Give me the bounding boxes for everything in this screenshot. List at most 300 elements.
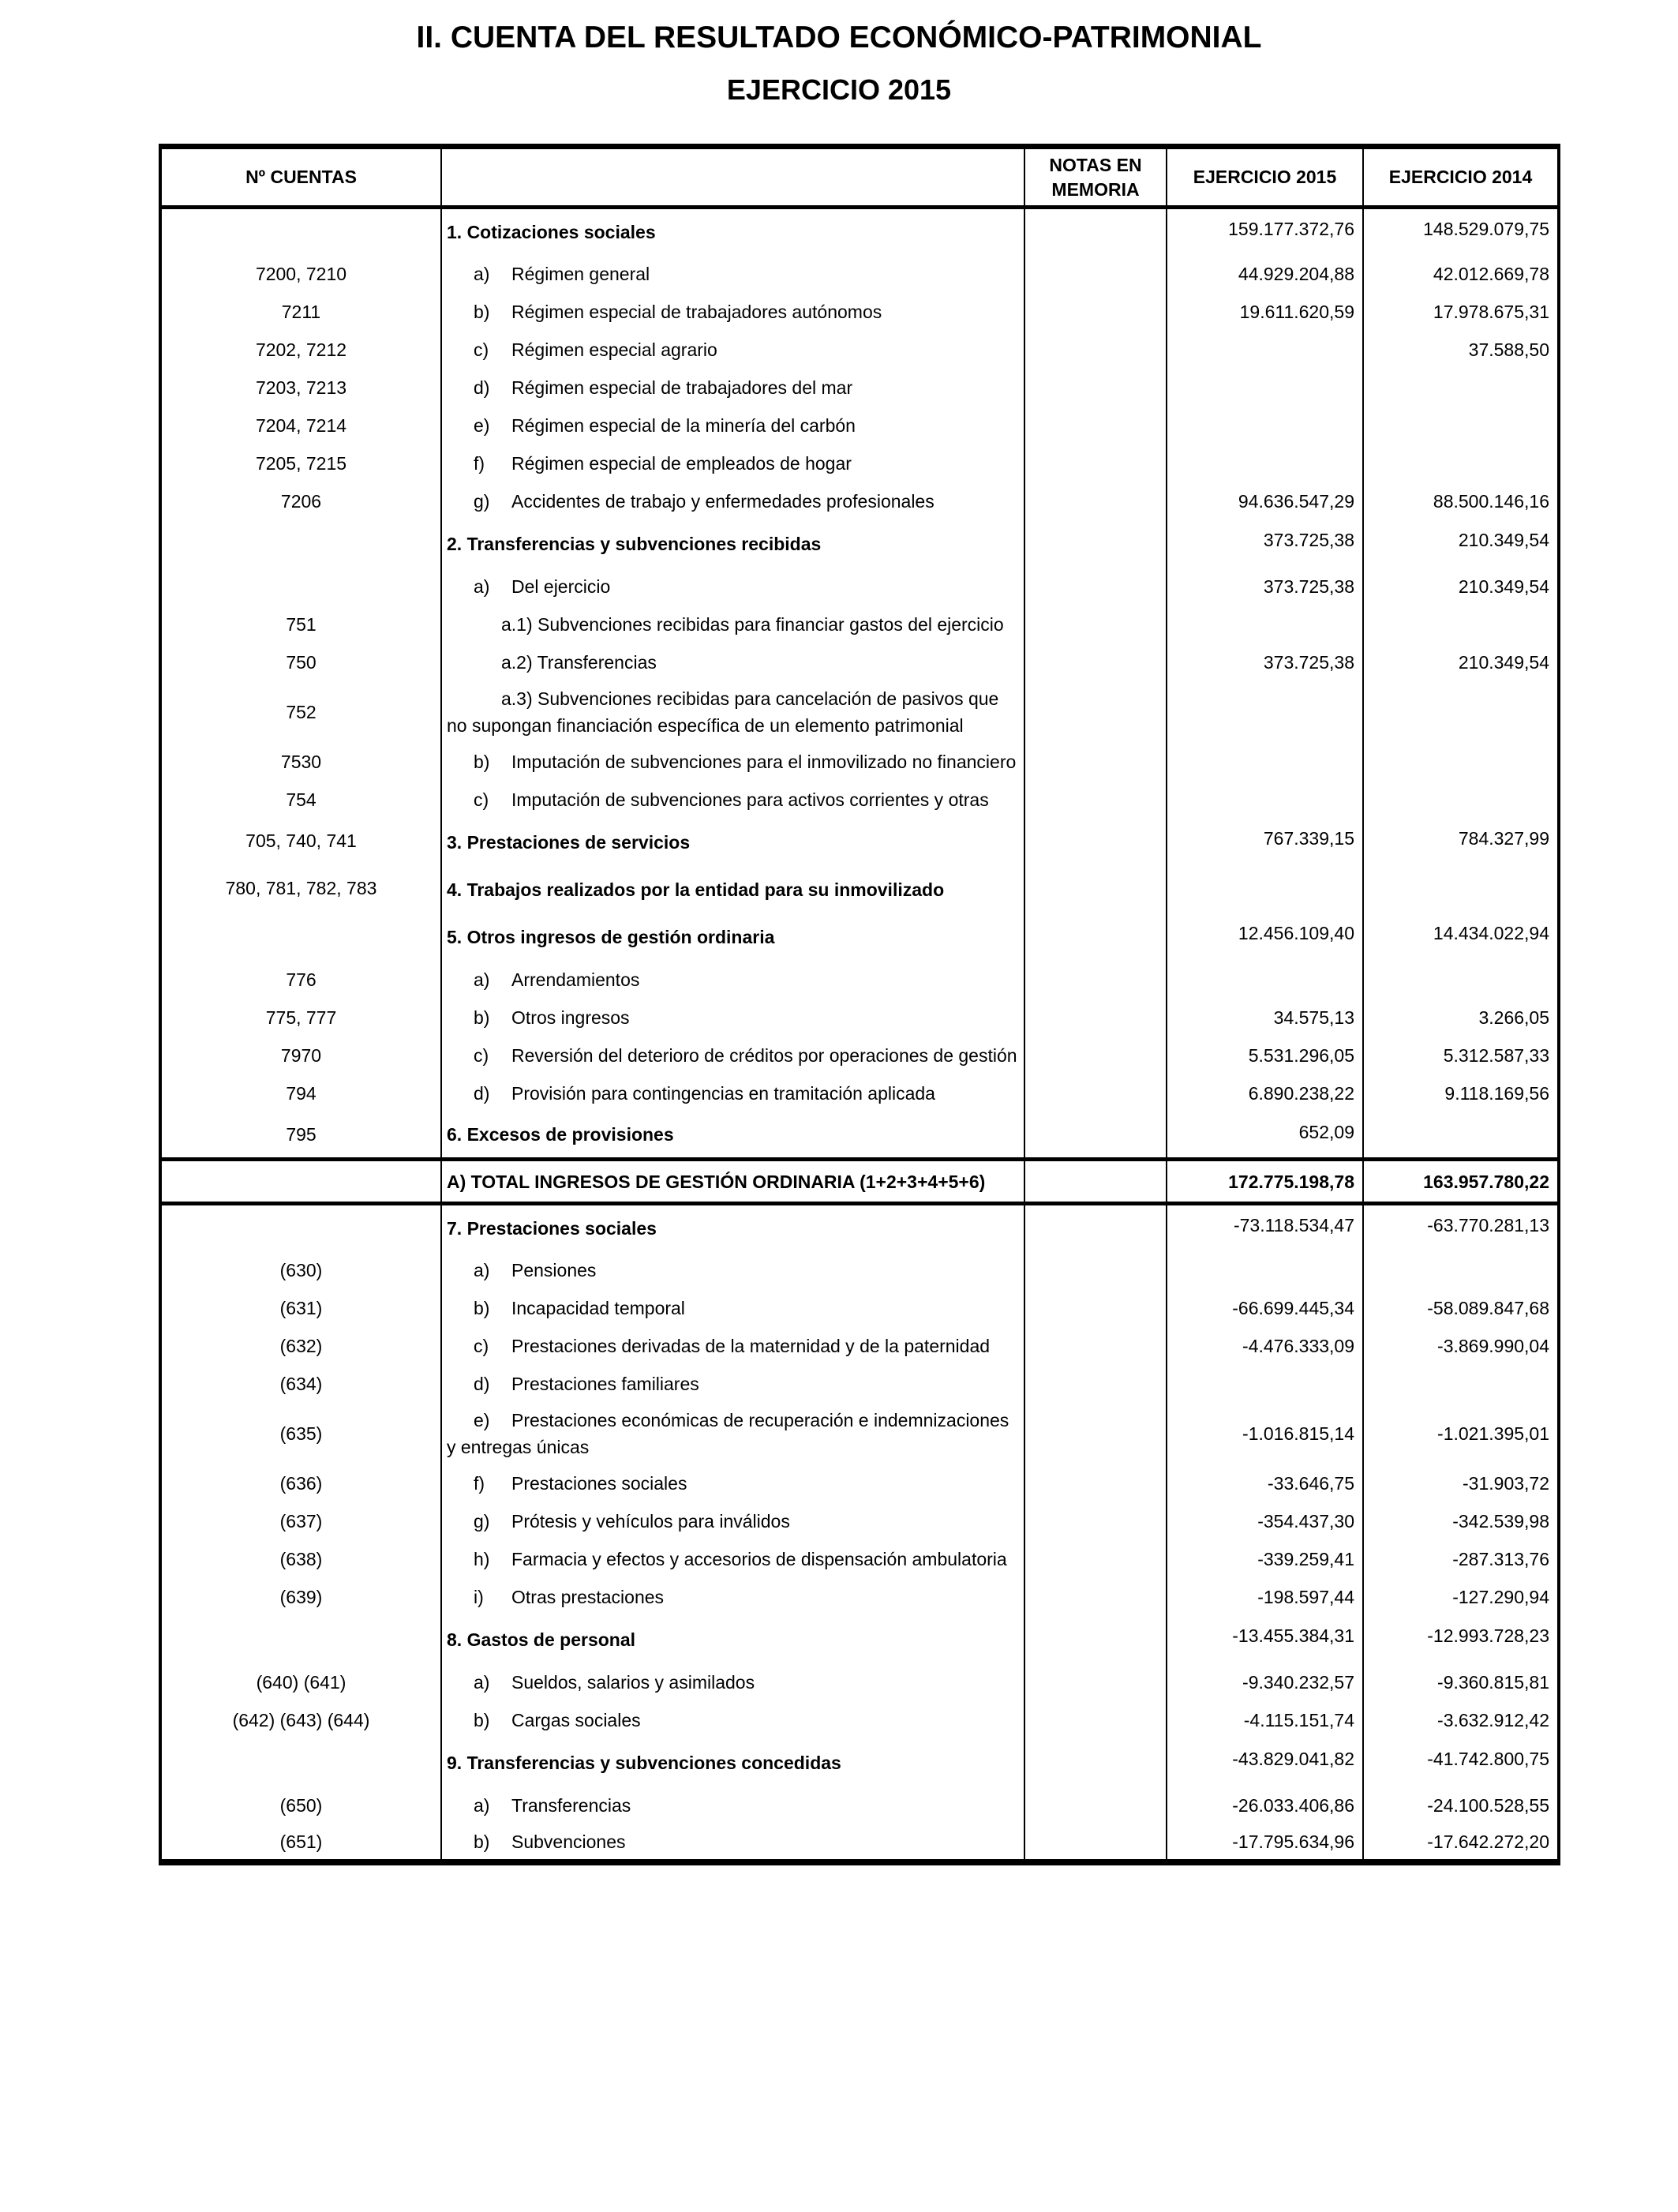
item-label: Transferencias [511,1794,631,1816]
value-2015-cell: -26.033.406,86 [1167,1786,1363,1824]
account-numbers-cell: (651) [279,1831,323,1852]
value-2015-cell [1167,1251,1363,1289]
value-2015-cell: 172.775.198,78 [1167,1160,1363,1204]
notes-cell [1024,520,1167,568]
table-row [160,1289,1559,1327]
description-cell [441,1160,1024,1204]
table-row [160,1403,1559,1464]
notes-cell [1024,1786,1167,1824]
account-numbers-cell: 752 [286,701,316,722]
document-page [0,21,1678,1865]
value-2014-cell: -31.903,72 [1363,1464,1559,1502]
value-2014-cell: 210.349,54 [1363,520,1559,568]
value-2014-cell [1363,681,1559,743]
notes-cell [1024,961,1167,999]
table-row [160,444,1559,482]
description-cell [441,293,1024,331]
item-letter: a) [474,263,490,284]
description-cell [441,444,1024,482]
notes-cell [1024,866,1167,913]
value-2014-cell [1363,407,1559,444]
notes-cell [1024,819,1167,866]
item-letter: a) [474,1259,490,1280]
description-cell [441,1289,1024,1327]
value-2015-cell: -4.476.333,09 [1167,1327,1363,1365]
account-numbers-cell: (637) [279,1510,323,1532]
item-label: Otros ingresos [511,1007,630,1028]
item-letter: c) [474,789,489,810]
section-label: 4. Trabajos realizados por la entidad para su inmovilizado [447,879,945,900]
table-row [160,255,1559,293]
item-label: Del ejercicio [511,575,611,597]
account-numbers-cell: 7211 [281,301,321,322]
description-cell [441,1251,1024,1289]
value-2015-cell [1167,605,1363,643]
table-row [160,1502,1559,1540]
description-cell [441,1464,1024,1502]
account-numbers-cell: 7203, 7213 [255,377,347,398]
value-2014-cell: 42.012.669,78 [1363,255,1559,293]
item-label: a.2) Transferencias [501,651,657,673]
value-2014-cell: -342.539,98 [1363,1502,1559,1540]
label-line2: y entregas únicas [447,1436,590,1457]
table-row [160,1327,1559,1365]
account-numbers-cell: (639) [279,1586,323,1607]
value-2015-cell: 6.890.238,22 [1167,1074,1363,1112]
description-cell [441,1403,1024,1464]
description-cell [441,1365,1024,1403]
account-numbers-cell: (640) (641) [256,1671,346,1693]
section-label: 9. Transferencias y subvenciones concedidas [447,1752,841,1773]
value-2015-cell: -9.340.232,57 [1167,1663,1363,1701]
account-numbers-cell [160,1616,441,1663]
table-row [160,643,1559,681]
account-numbers-cell: (632) [279,1335,323,1356]
value-2014-cell: 9.118.169,56 [1363,1074,1559,1112]
value-2014-cell: -287.313,76 [1363,1540,1559,1578]
notes-cell [1024,1824,1167,1862]
table-row [160,605,1559,643]
value-2015-cell: -73.118.534,47 [1167,1204,1363,1251]
value-2015-cell: -43.829.041,82 [1167,1739,1363,1786]
item-label: Arrendamientos [511,969,640,990]
description-cell [441,1739,1024,1786]
value-2015-cell: -339.259,41 [1167,1540,1363,1578]
notes-cell [1024,293,1167,331]
description-cell [441,208,1024,255]
col-header-accounts: Nº CUENTAS [160,147,441,208]
section-label: 1. Cotizaciones sociales [447,221,656,242]
table-row [160,961,1559,999]
description-cell [441,1540,1024,1578]
item-letter: b) [474,751,490,772]
item-letter: d) [474,1373,490,1394]
notes-cell [1024,1365,1167,1403]
page-title: II. CUENTA DEL RESULTADO ECONÓMICO-PATRIMONIAL [416,21,1262,54]
notes-cell [1024,605,1167,643]
table-body [160,208,1559,1862]
table-row [160,743,1559,781]
item-label: Prótesis y vehículos para inválidos [511,1510,790,1532]
table-row [160,999,1559,1037]
notes-cell [1024,743,1167,781]
item-letter: f) [474,452,485,474]
table-row [160,866,1559,913]
section-label: 2. Transferencias y subvenciones recibidas [447,533,822,554]
label-line2: no supongan financiación específica de un elemento patrimonial [447,714,964,736]
item-label: Prestaciones derivadas de la maternidad y de la paternidad [511,1335,991,1356]
table-row [160,781,1559,819]
value-2014-cell: -9.360.815,81 [1363,1663,1559,1701]
item-letter: d) [474,377,490,398]
section-label: 5. Otros ingresos de gestión ordinaria [447,926,775,947]
value-2015-cell [1167,1365,1363,1403]
item-label: Régimen especial agrario [511,339,717,360]
value-2015-cell: 767.339,15 [1167,819,1363,866]
value-2014-cell: 17.978.675,31 [1363,293,1559,331]
value-2014-cell: 5.312.587,33 [1363,1037,1559,1074]
item-letter: d) [474,1082,490,1104]
account-numbers-cell: 7202, 7212 [255,339,347,360]
account-numbers-cell: 751 [286,613,316,635]
item-label: a.3) Subvenciones recibidas para cancelación de pasivos que [501,688,999,709]
value-2015-cell [1167,407,1363,444]
item-label: Pensiones [511,1259,597,1280]
page-subtitle: EJERCICIO 2015 [726,73,952,106]
account-numbers-cell [160,520,441,568]
value-2014-cell [1363,444,1559,482]
notes-cell [1024,255,1167,293]
value-2015-cell: 19.611.620,59 [1167,293,1363,331]
table-row [160,1739,1559,1786]
notes-cell [1024,1403,1167,1464]
notes-cell [1024,407,1167,444]
value-2015-cell: 373.725,38 [1167,568,1363,605]
value-2014-cell: -3.869.990,04 [1363,1327,1559,1365]
value-2015-cell [1167,444,1363,482]
table-row [160,1160,1559,1204]
notes-cell [1024,999,1167,1037]
value-2015-cell [1167,961,1363,999]
table-row [160,482,1559,520]
item-letter: b) [474,1831,490,1852]
notes-cell [1024,913,1167,961]
account-numbers-cell [160,1204,441,1251]
col-header-2015: EJERCICIO 2015 [1167,147,1363,208]
value-2014-cell: 163.957.780,22 [1363,1160,1559,1204]
value-2014-cell: 210.349,54 [1363,643,1559,681]
item-letter: b) [474,1297,490,1318]
description-cell [441,1074,1024,1112]
description-cell [441,568,1024,605]
value-2015-cell: -198.597,44 [1167,1578,1363,1616]
item-letter: g) [474,1510,490,1532]
notes-cell [1024,1616,1167,1663]
value-2014-cell: 148.529.079,75 [1363,208,1559,255]
item-label: Otras prestaciones [511,1586,665,1607]
value-2014-cell: -24.100.528,55 [1363,1786,1559,1824]
value-2015-cell: 12.456.109,40 [1167,913,1363,961]
item-label: Sueldos, salarios y asimilados [511,1671,755,1693]
notes-cell [1024,1540,1167,1578]
header-row [160,147,1559,208]
account-numbers-cell: 750 [286,651,316,673]
item-letter: c) [474,1044,489,1066]
description-cell [441,482,1024,520]
description-cell [441,961,1024,999]
description-cell [441,1701,1024,1739]
item-label: Reversión del deterioro de créditos por operaciones de gestión [511,1044,1017,1066]
value-2014-cell: 88.500.146,16 [1363,482,1559,520]
description-cell [441,866,1024,913]
description-cell [441,743,1024,781]
item-label: Imputación de subvenciones para activos corrientes y otras [511,789,989,810]
table-row [160,1701,1559,1739]
description-cell [441,681,1024,743]
value-2014-cell: -58.089.847,68 [1363,1289,1559,1327]
value-2015-cell [1167,331,1363,369]
description-cell [441,1578,1024,1616]
item-letter: h) [474,1548,490,1569]
item-letter: c) [474,1335,489,1356]
value-2015-cell: -354.437,30 [1167,1502,1363,1540]
item-letter: e) [474,414,490,436]
item-label: Subvenciones [511,1831,626,1852]
value-2015-cell [1167,681,1363,743]
value-2015-cell: 94.636.547,29 [1167,482,1363,520]
item-letter: b) [474,1007,490,1028]
item-letter: a) [474,1671,490,1693]
account-numbers-cell: (635) [279,1423,323,1444]
item-label: Accidentes de trabajo y enfermedades profesionales [511,490,935,512]
item-label: Régimen especial de la minería del carbón [511,414,856,436]
notes-cell [1024,1204,1167,1251]
value-2014-cell: -127.290,94 [1363,1578,1559,1616]
notes-cell [1024,208,1167,255]
item-label: Régimen especial de trabajadores del mar [511,377,853,398]
item-label: Imputación de subvenciones para el inmovilizado no financiero [511,751,1017,772]
item-letter: a) [474,1794,490,1816]
value-2015-cell [1167,743,1363,781]
notes-cell [1024,444,1167,482]
description-cell [441,781,1024,819]
notes-cell [1024,1289,1167,1327]
description-cell [441,1502,1024,1540]
notes-cell [1024,1112,1167,1160]
item-letter: g) [474,490,490,512]
section-label: 8. Gastos de personal [447,1629,636,1650]
item-letter: a) [474,575,490,597]
account-numbers-cell: (634) [279,1373,323,1394]
account-numbers-cell: 7205, 7215 [255,452,347,474]
account-numbers-cell: 775, 777 [265,1007,337,1028]
table-row [160,1786,1559,1824]
account-numbers-cell: 795 [286,1123,316,1145]
value-2014-cell: -63.770.281,13 [1363,1204,1559,1251]
value-2014-cell [1363,866,1559,913]
description-cell [441,1616,1024,1663]
account-numbers-cell: 7206 [280,490,322,512]
account-numbers-cell: 780, 781, 782, 783 [225,877,377,898]
account-numbers-cell: 7970 [280,1044,322,1066]
value-2014-cell: 3.266,05 [1363,999,1559,1037]
notes-cell [1024,681,1167,743]
value-2015-cell: 44.929.204,88 [1167,255,1363,293]
value-2014-cell: 784.327,99 [1363,819,1559,866]
value-2014-cell [1363,781,1559,819]
description-cell [441,643,1024,681]
item-label: Prestaciones familiares [511,1373,699,1394]
value-2015-cell: -33.646,75 [1167,1464,1363,1502]
value-2014-cell [1363,369,1559,407]
value-2015-cell: 159.177.372,76 [1167,208,1363,255]
description-cell [441,1112,1024,1160]
notes-cell [1024,1327,1167,1365]
col-header-2014: EJERCICIO 2014 [1363,147,1559,208]
table-row [160,681,1559,743]
item-letter: i) [474,1586,484,1607]
table-row [160,1540,1559,1578]
value-2015-cell [1167,866,1363,913]
table-row [160,568,1559,605]
table-row [160,331,1559,369]
account-numbers-cell: 776 [286,969,316,990]
description-cell [441,819,1024,866]
value-2015-cell: 652,09 [1167,1112,1363,1160]
value-2015-cell: 34.575,13 [1167,999,1363,1037]
account-numbers-cell: 7200, 7210 [255,263,347,284]
notes-cell [1024,1251,1167,1289]
notes-cell [1024,1160,1167,1204]
table-row [160,1204,1559,1251]
value-2014-cell [1363,1112,1559,1160]
table-row [160,208,1559,255]
value-2014-cell: -17.642.272,20 [1363,1824,1559,1862]
table-row [160,1464,1559,1502]
section-label: 6. Excesos de provisiones [447,1124,674,1145]
item-label: Régimen general [511,263,650,284]
table-row [160,369,1559,407]
account-numbers-cell [160,568,441,605]
notes-cell [1024,482,1167,520]
notes-cell [1024,331,1167,369]
table-row [160,1112,1559,1160]
notes-cell [1024,369,1167,407]
account-numbers-cell: 794 [286,1082,316,1104]
account-numbers-cell [160,913,441,961]
table-row [160,1824,1559,1862]
section-label: A) TOTAL INGRESOS DE GESTIÓN ORDINARIA (1+2+3+4+5+6) [447,1171,986,1192]
item-letter: b) [474,1709,490,1730]
table-row [160,819,1559,866]
item-label: Provisión para contingencias en tramitación aplicada [511,1082,935,1104]
notes-cell [1024,1663,1167,1701]
description-cell [441,913,1024,961]
section-label: 3. Prestaciones de servicios [447,831,691,853]
value-2015-cell: -66.699.445,34 [1167,1289,1363,1327]
account-numbers-cell: (630) [279,1259,323,1280]
value-2014-cell [1363,1251,1559,1289]
description-cell [441,407,1024,444]
description-cell [441,1824,1024,1862]
description-cell [441,605,1024,643]
value-2014-cell: 210.349,54 [1363,568,1559,605]
account-numbers-cell: 7204, 7214 [255,414,347,436]
account-numbers-cell: 754 [286,789,316,810]
item-label: Incapacidad temporal [511,1297,685,1318]
value-2015-cell [1167,369,1363,407]
account-numbers-cell [160,1160,441,1204]
value-2014-cell: 37.588,50 [1363,331,1559,369]
account-numbers-cell: 7530 [280,751,322,772]
value-2014-cell: -1.021.395,01 [1363,1403,1559,1464]
account-numbers-cell: (642) (643) (644) [232,1709,370,1730]
value-2014-cell: -3.632.912,42 [1363,1701,1559,1739]
account-numbers-cell: (650) [279,1794,323,1816]
value-2015-cell: 373.725,38 [1167,520,1363,568]
notes-cell [1024,1037,1167,1074]
item-label: Farmacia y efectos y accesorios de dispensación ambulatoria [511,1548,1007,1569]
description-cell [441,1037,1024,1074]
value-2015-cell: -1.016.815,14 [1167,1403,1363,1464]
account-numbers-cell: (631) [279,1297,323,1318]
value-2014-cell [1363,605,1559,643]
description-cell [441,255,1024,293]
table-row [160,913,1559,961]
table-row [160,1037,1559,1074]
value-2015-cell: 5.531.296,05 [1167,1037,1363,1074]
item-label: Cargas sociales [511,1709,641,1730]
notes-cell [1024,1464,1167,1502]
description-cell [441,331,1024,369]
value-2015-cell: -4.115.151,74 [1167,1701,1363,1739]
table-row [160,1365,1559,1403]
table-row [160,407,1559,444]
description-cell [441,369,1024,407]
account-numbers-cell: 705, 740, 741 [245,830,357,851]
item-label: Prestaciones sociales [511,1472,687,1494]
item-letter: a) [474,969,490,990]
value-2014-cell: -41.742.800,75 [1363,1739,1559,1786]
notes-cell [1024,1502,1167,1540]
value-2014-cell: -12.993.728,23 [1363,1616,1559,1663]
value-2014-cell [1363,961,1559,999]
table-row [160,293,1559,331]
value-2014-cell [1363,1365,1559,1403]
value-2014-cell: 14.434.022,94 [1363,913,1559,961]
account-numbers-cell: (636) [279,1472,323,1494]
col-header-description [441,147,1024,208]
account-numbers-cell [160,1739,441,1786]
notes-cell [1024,1701,1167,1739]
value-2015-cell: -17.795.634,96 [1167,1824,1363,1862]
description-cell [441,1786,1024,1824]
item-label: Régimen especial de trabajadores autónomos [511,301,882,322]
table-row [160,1074,1559,1112]
item-letter: e) [474,1409,490,1430]
value-2015-cell [1167,781,1363,819]
description-cell [441,1327,1024,1365]
item-letter: c) [474,339,489,360]
value-2015-cell: -13.455.384,31 [1167,1616,1363,1663]
col-header-notes: NOTAS EN MEMORIA [1024,147,1167,208]
value-2014-cell [1363,743,1559,781]
item-label: Régimen especial de empleados de hogar [511,452,852,474]
notes-cell [1024,1739,1167,1786]
table-row [160,1616,1559,1663]
item-label: Prestaciones económicas de recuperación e indemnizaciones [511,1409,1009,1430]
item-letter: b) [474,301,490,322]
